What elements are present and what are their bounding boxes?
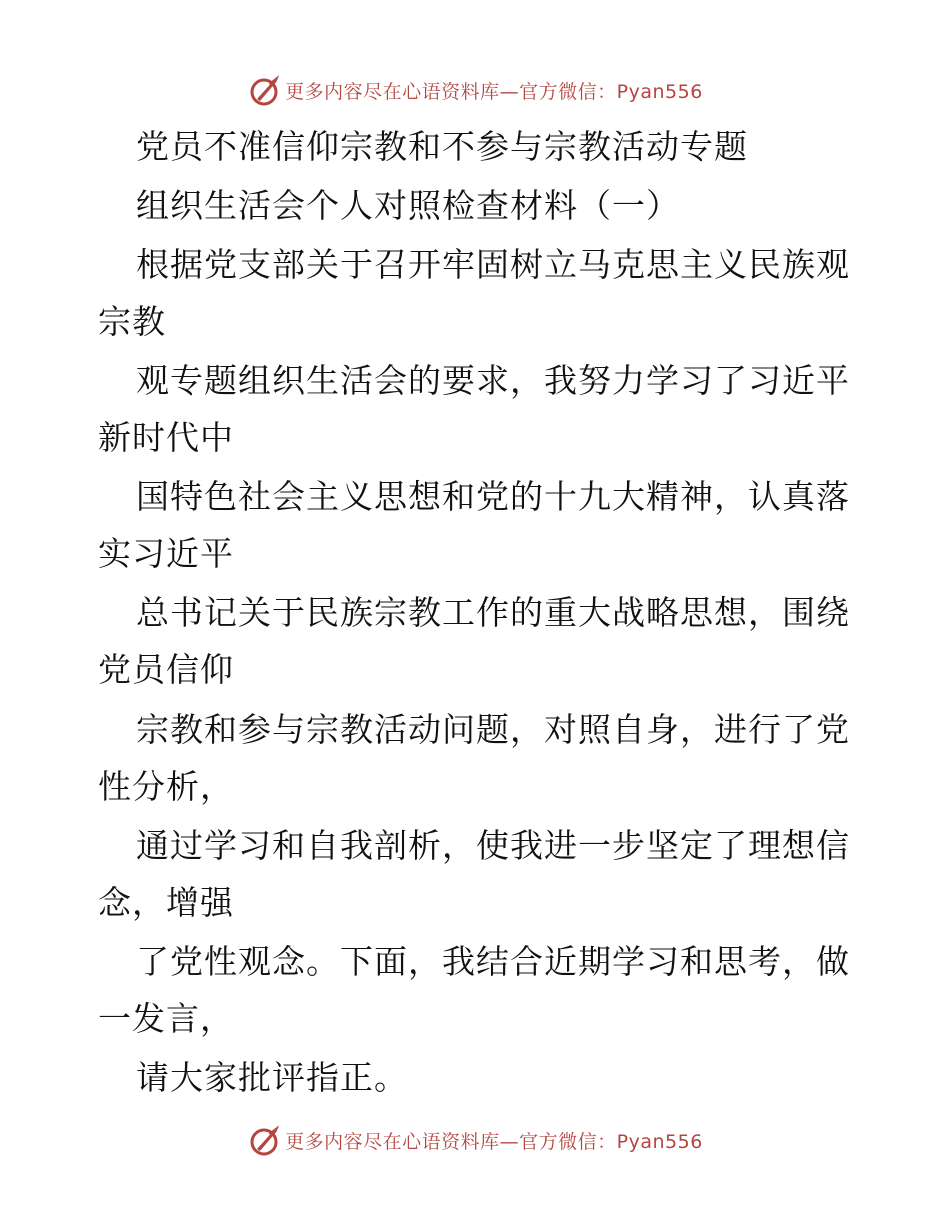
paragraph-line: 宗教 xyxy=(98,302,166,341)
paragraph-line: 国特色社会主义思想和党的十九大精神，认真落 xyxy=(136,477,850,516)
header-watermark-banner xyxy=(0,70,950,110)
banner-text xyxy=(285,1127,703,1154)
banner-wechat: 官方微信：Pyan556 xyxy=(519,1130,703,1153)
footer-watermark-banner xyxy=(0,1120,950,1160)
paragraph-line: 通过学习和自我剖析，使我进一步坚定了理想信 xyxy=(136,826,850,865)
document-title-line-2: 组织生活会个人对照检查材料（一） xyxy=(136,186,680,225)
feather-pen-logo-icon xyxy=(247,1123,281,1157)
paragraph-line: 请大家批评指正。 xyxy=(136,1058,408,1097)
paragraph-line: 新时代中 xyxy=(98,418,234,457)
paragraph-line: 党员信仰 xyxy=(98,650,234,689)
paragraph-line: 了党性观念。下面，我结合近期学习和思考，做 xyxy=(136,942,850,981)
banner-separator: — xyxy=(499,1130,520,1153)
banner-site-name: 更多内容尽在心语资料库 xyxy=(285,1130,500,1153)
banner-text xyxy=(285,77,703,104)
banner-wechat: 官方微信：Pyan556 xyxy=(519,80,703,103)
banner-separator: — xyxy=(499,80,520,103)
paragraph-line: 一发言， xyxy=(98,999,234,1038)
paragraph-line: 宗教和参与宗教活动问题，对照自身，进行了党 xyxy=(136,710,850,749)
paragraph-line: 总书记关于民族宗教工作的重大战略思想，围绕 xyxy=(136,593,850,632)
feather-pen-logo-icon xyxy=(247,73,281,107)
banner-site-name: 更多内容尽在心语资料库 xyxy=(285,80,500,103)
paragraph-line: 根据党支部关于召开牢固树立马克思主义民族观 xyxy=(136,245,850,284)
paragraph-line: 实习近平 xyxy=(98,534,234,573)
paragraph-line: 性分析， xyxy=(98,767,234,806)
document-title-line-1: 党员不准信仰宗教和不参与宗教活动专题 xyxy=(136,127,748,166)
paragraph-line: 念，增强 xyxy=(98,883,234,922)
paragraph-line: 观专题组织生活会的要求，我努力学习了习近平 xyxy=(136,361,850,400)
